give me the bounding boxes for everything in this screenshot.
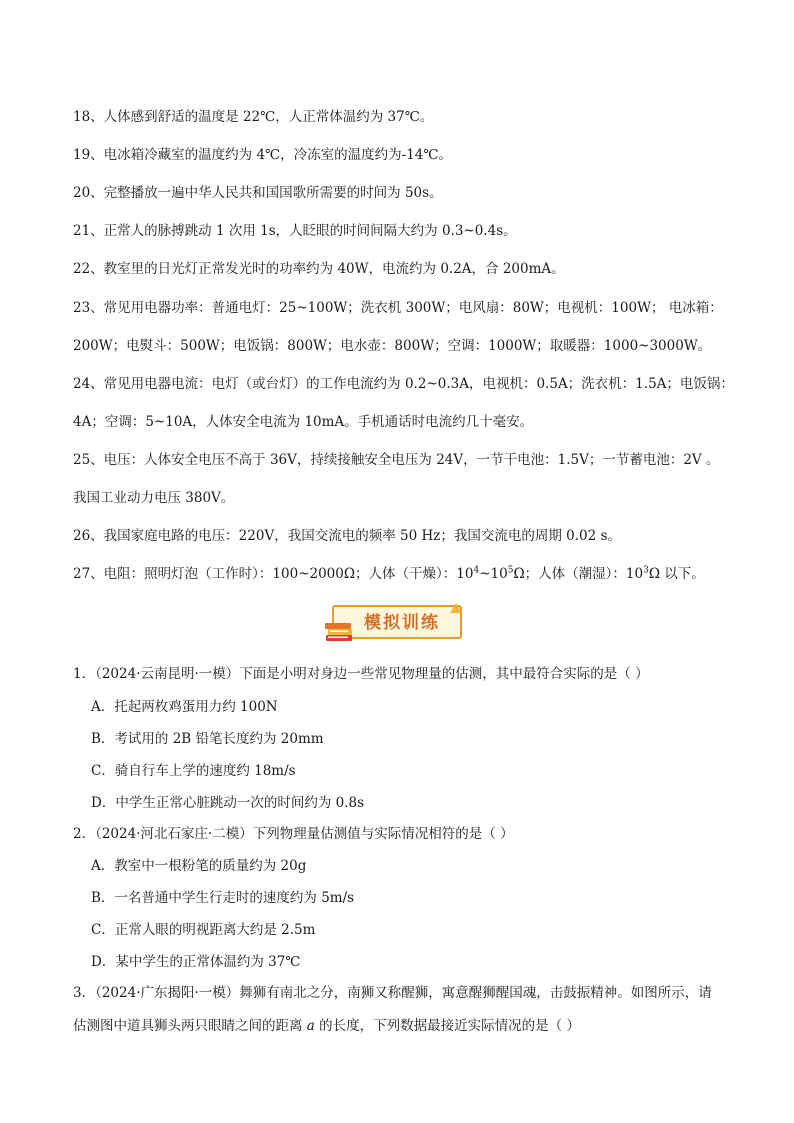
question-1-stem: 1．（2024·云南昆明·一模）下面是小明对身边一些常见物理量的估测，其中最符合实际的是（ ） xyxy=(73,666,649,682)
fact-24-line2: 4A；空调：5~10A，人体安全电流为 10mA。手机通话时电流约几十毫安。 xyxy=(73,414,534,430)
variable-a: a xyxy=(306,1018,315,1034)
fact-27-mid: ~10 xyxy=(479,566,508,582)
question-2-option-d: D．某中学生的正常体温约为 37℃ xyxy=(91,954,301,970)
section-badge xyxy=(324,601,468,647)
fact-19: 19、电冰箱冷藏室的温度约为 4℃，冷冻室的温度约为-14℃。 xyxy=(73,147,453,163)
question-3-stem-part-b: 的长度，下列数据最接近实际情况的是（ ） xyxy=(314,1018,580,1034)
fact-27-suffix: Ω 以下。 xyxy=(648,566,705,582)
fact-23-line1: 23、常见用电器功率：普通电灯：25~100W；洗衣机 300W；电风扇：80W；电视机：100W； 电冰箱： xyxy=(73,300,723,316)
question-3-stem-part-a: 估测图中道具狮头两只眼睛之间的距离 xyxy=(73,1018,307,1034)
fact-27-sup1: 4 xyxy=(473,565,480,576)
question-2-option-c: C．正常人眼的明视距离大约是 2.5m xyxy=(91,922,316,938)
fact-27-prefix: 27、电阻：照明灯泡（工作时）：100~2000Ω；人体（干燥）：10 xyxy=(73,566,474,582)
fact-21: 21、正常人的脉搏跳动 1 次用 1s，人眨眼的时间间隔大约为 0.3~0.4s。 xyxy=(73,223,517,239)
question-1-option-c: C．骑自行车上学的速度约 18m/s xyxy=(91,763,296,779)
fact-26: 26、我国家庭电路的电压：220V，我国交流电的频率 50 Hz；我国交流电的周期 0.02 s。 xyxy=(73,528,621,544)
fact-27 xyxy=(73,562,705,582)
section-badge-label: 模拟训练 xyxy=(364,612,440,633)
fact-18: 18、人体感到舒适的温度是 22℃，人正常体温约为 37℃。 xyxy=(73,109,434,125)
question-3-stem-line2 xyxy=(73,1014,580,1034)
fact-27-mid2: Ω；人体（潮湿）：10 xyxy=(513,566,644,582)
question-2-option-a: A．教室中一根粉笔的质量约为 20g xyxy=(91,858,307,874)
fact-27-sup3: 3 xyxy=(643,565,649,576)
question-2-stem: 2．（2024·河北石家庄·二模）下列物理量估测值与实际情况相符的是（ ） xyxy=(73,826,514,842)
question-1-option-d: D．中学生正常心脏跳动一次的时间约为 0.8s xyxy=(91,795,365,811)
fact-23-line2: 200W；电熨斗：500W；电饭锅：800W；电水壶：800W；空调：1000W；取暖器：1000~3000W。 xyxy=(73,338,712,354)
fact-20: 20、完整播放一遍中华人民共和国国歌所需要的时间为 50s。 xyxy=(73,185,443,201)
fact-27-sup2: 5 xyxy=(507,565,514,576)
fact-24-line1: 24、常见用电器电流：电灯（或台灯）的工作电流约为 0.2~0.3A，电视机：0.5A；洗衣机：1.5A；电饭锅： xyxy=(73,376,734,392)
question-2-option-b: B．一名普通中学生行走时的速度约为 5m/s xyxy=(91,890,355,906)
fact-22: 22、教室里的日光灯正常发光时的功率约为 40W，电流约为 0.2A，合 200mA。 xyxy=(73,261,565,277)
fact-25-line2: 我国工业动力电压 380V。 xyxy=(73,490,235,506)
question-1-option-a: A．托起两枚鸡蛋用力约 100N xyxy=(91,699,278,715)
question-1-option-b: B．考试用的 2B 铅笔长度约为 20mm xyxy=(91,731,324,747)
fact-25-line1: 25、电压：人体安全电压不高于 36V，持续接触安全电压为 24V，一节干电池：1.5V；一节蓄电池：2V 。 xyxy=(73,452,720,468)
question-3-stem-line1: 3．（2024·广东揭阳·一模）舞狮有南北之分，南狮又称醒狮，寓意醒狮醒国魂，击鼓振精神。如图所示，请 xyxy=(73,985,712,1001)
